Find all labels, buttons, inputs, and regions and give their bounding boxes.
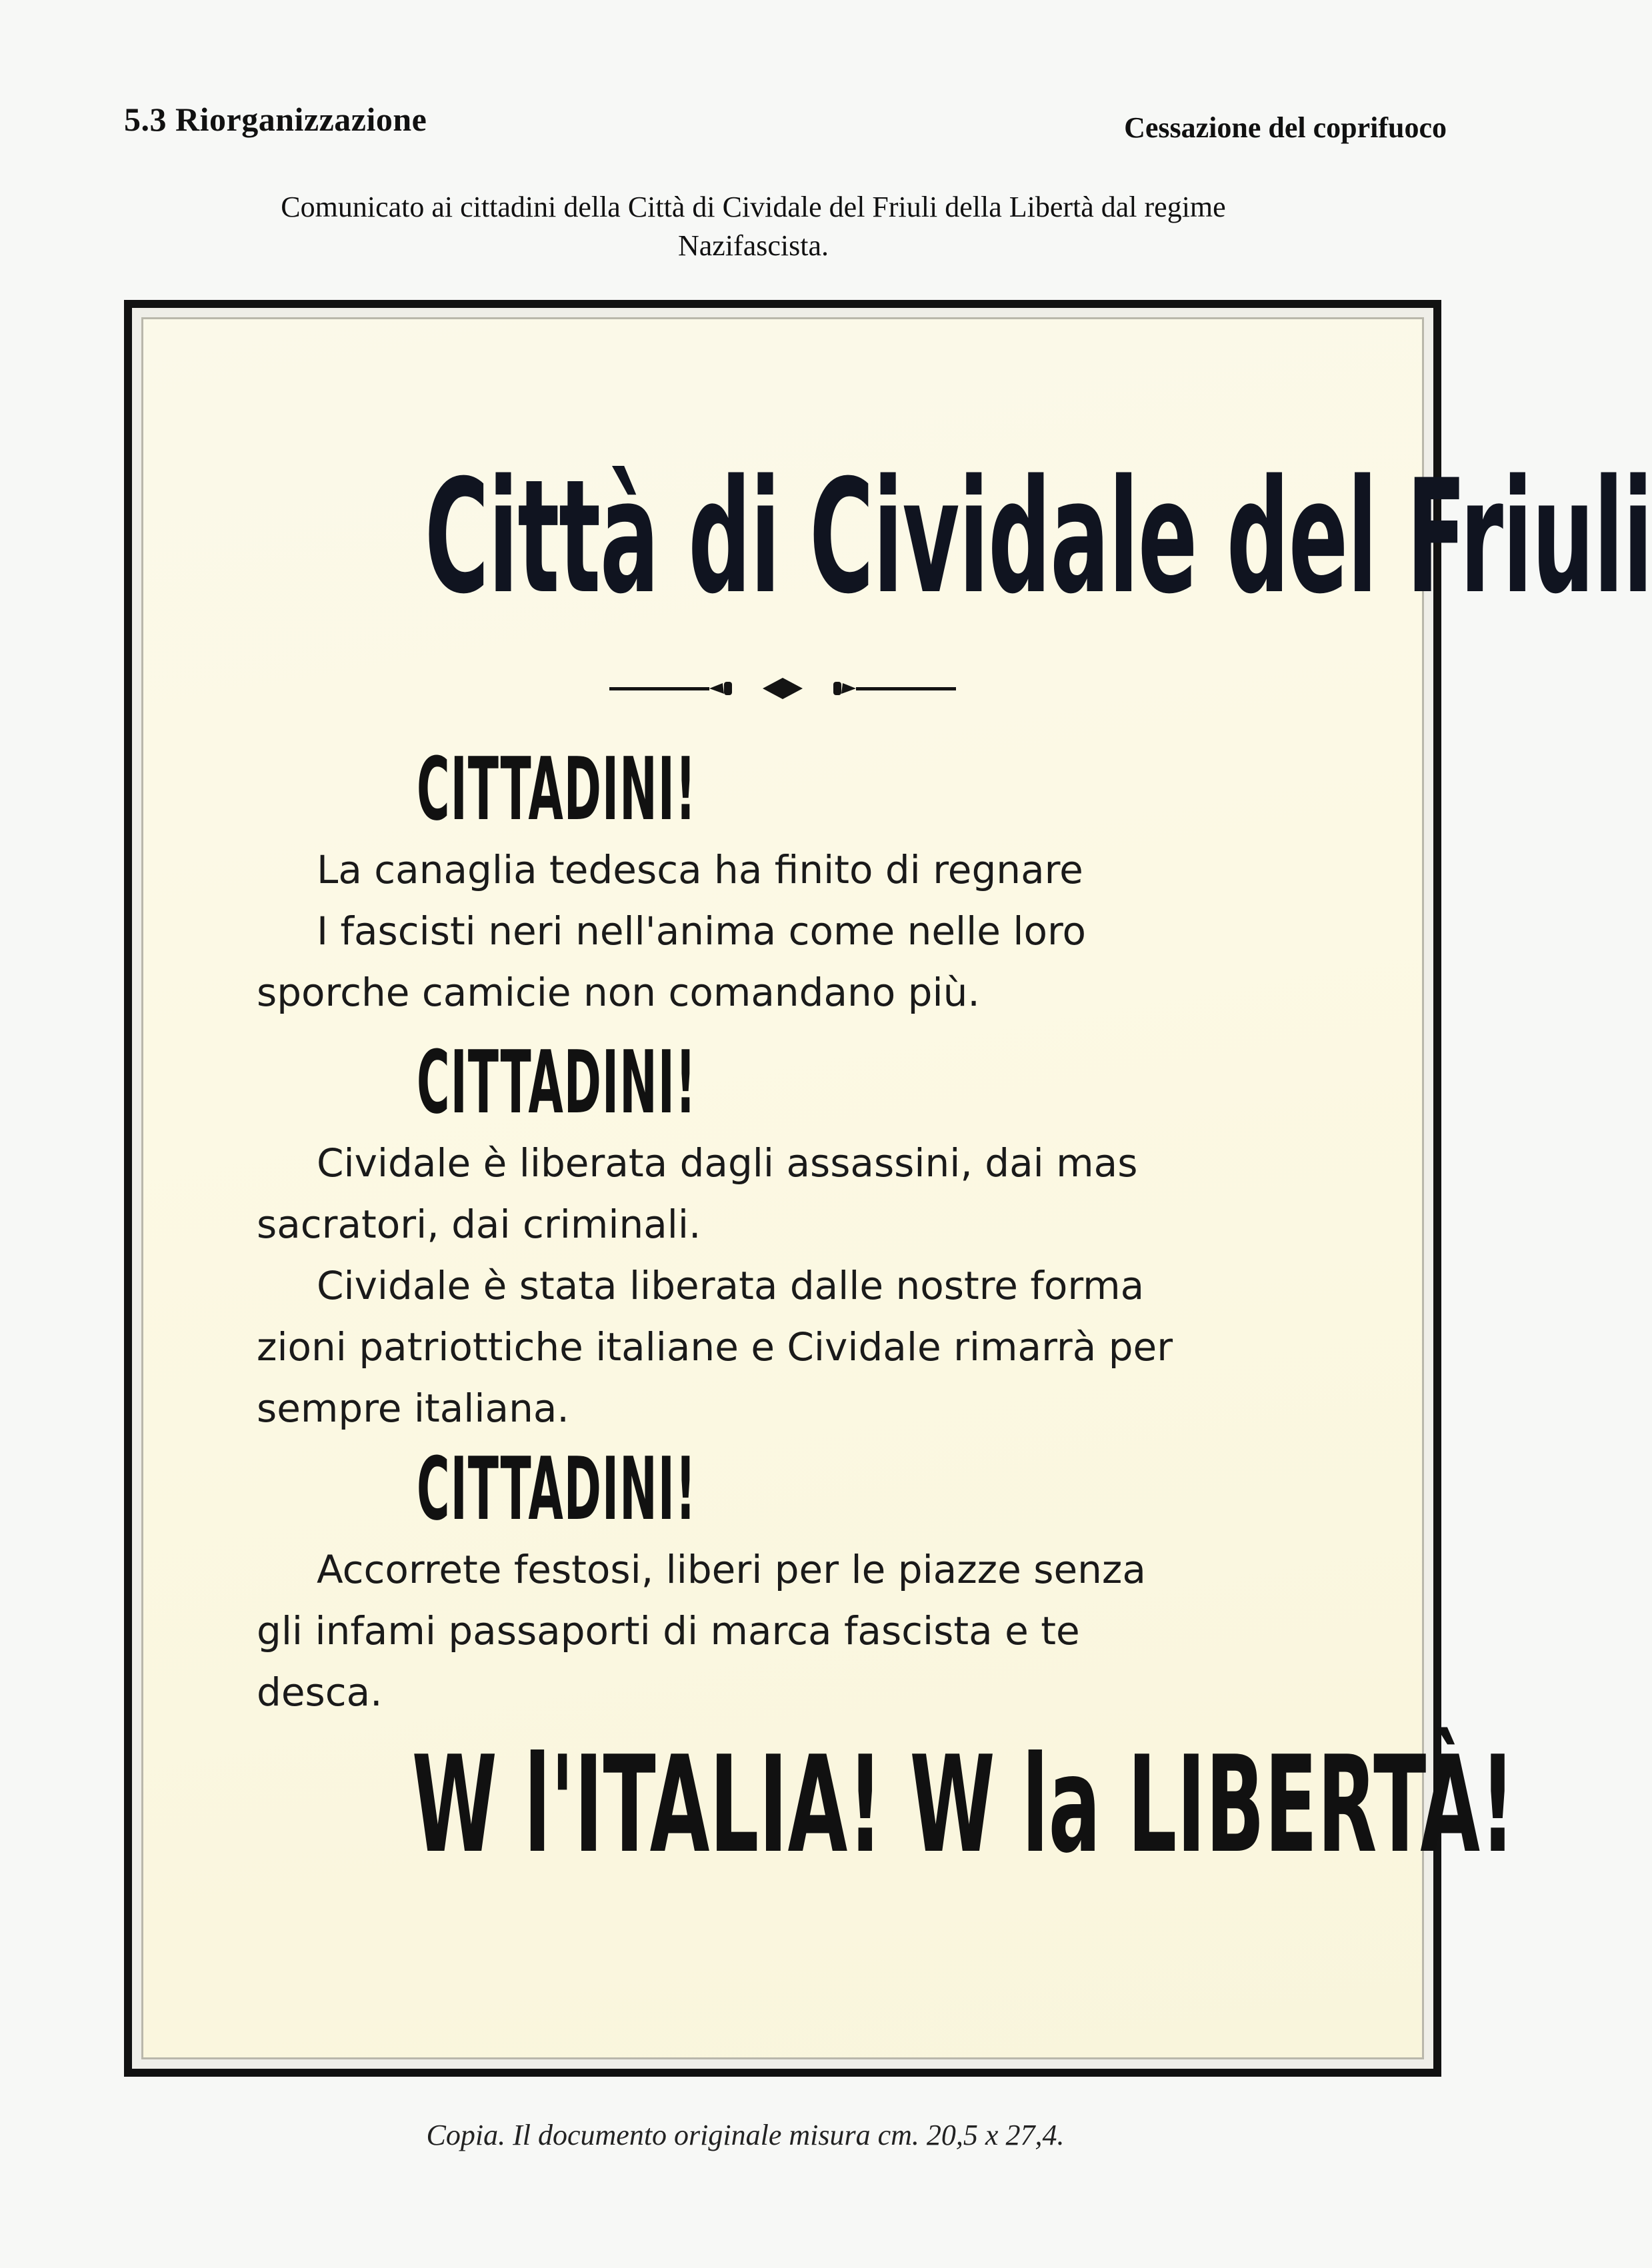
- intro-caption-line-2: Nazifascista.: [678, 229, 829, 262]
- paragraph-3-line-2: zioni patriottiche italiane e Cividale rimarrà per: [257, 1324, 1173, 1370]
- section-title: 5.3 Riorganizzazione: [124, 101, 427, 138]
- paragraph-4: [257, 1539, 1337, 1723]
- topic-title: Cessazione del coprifuoco: [1124, 111, 1447, 144]
- paragraph-4-line-3: desca.: [257, 1670, 383, 1715]
- heading-cittadini-3: CITTADINI!: [417, 1438, 697, 1540]
- paragraph-2-line-2: sacratori, dai criminali.: [257, 1202, 701, 1247]
- paragraph-3-line-1: Cividale è stata liberata dalle nostre forma: [317, 1263, 1145, 1308]
- poster-title: Città di Cividale del Friuli: [424, 447, 1652, 628]
- paragraph-1-line-1: La canaglia tedesca ha finito di regnare: [317, 847, 1083, 892]
- footer-caption: Copia. Il documento originale misura cm. 20,5 x 27,4.: [426, 2119, 1065, 2151]
- paragraph-4-line-1: Accorrete festosi, liberi per le piazze senza: [317, 1547, 1146, 1592]
- heading-cittadini-2: CITTADINI!: [417, 1032, 697, 1133]
- paragraph-1-line-2: I fascisti neri nell'anima come nelle loro: [317, 908, 1087, 954]
- intro-caption: [100, 188, 1407, 265]
- heading-cittadini-1: CITTADINI!: [417, 738, 697, 840]
- intro-caption-line-1: Comunicato ai cittadini della Città di Cividale del Friuli della Libertà dal regime: [281, 191, 1226, 223]
- paragraph-3-line-3: sempre italiana.: [257, 1386, 569, 1431]
- poster-frame: [124, 300, 1652, 2077]
- ornament-divider: [609, 675, 956, 702]
- poster-sheet: [141, 317, 1652, 2059]
- paragraph-3: [257, 1255, 1337, 1439]
- paragraph-4-line-2: gli infami passaporti di marca fascista e te: [257, 1608, 1080, 1654]
- paragraph-2-line-1: Cividale è liberata dagli assassini, dai mas: [317, 1140, 1138, 1186]
- paragraph-2: [257, 1132, 1337, 1255]
- paragraph-1-line-3: sporche camicie non comandano più.: [257, 970, 980, 1015]
- paragraph-1: [257, 839, 1337, 1023]
- slogan: W l'ITALIA! W la LIBERTÀ!: [411, 1727, 1515, 1883]
